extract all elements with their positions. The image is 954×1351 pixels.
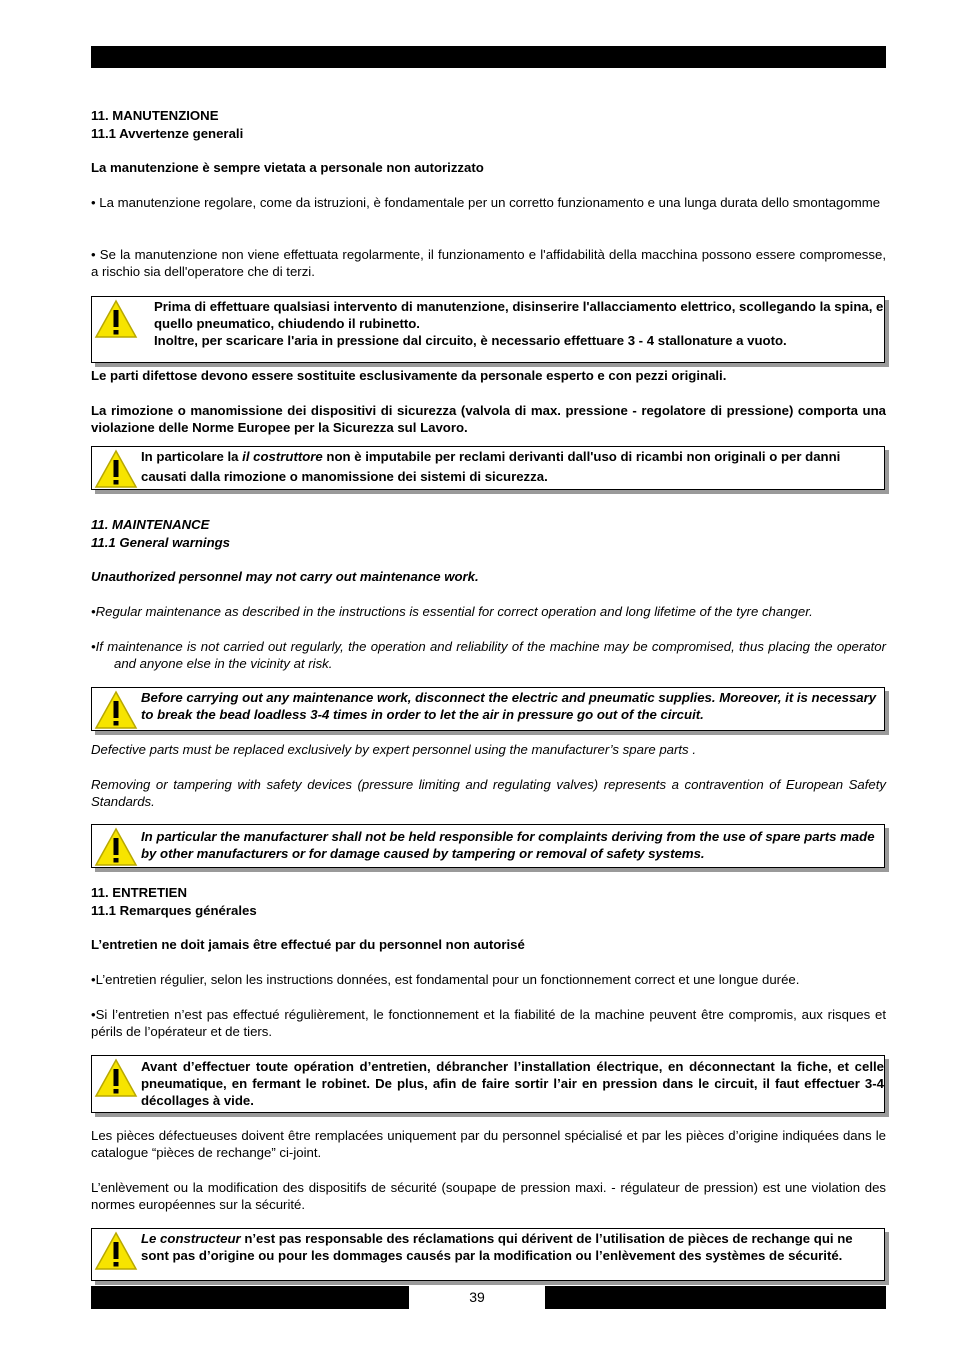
fr-warning-box-1 (91, 1055, 885, 1113)
fr-para-1: Les pièces défectueuses doivent être remplacées uniquement par du personnel spécialisé et par les pièces d’origine indiquées dans le catalogue “pièces de rechange” ci-joint. (91, 1128, 886, 1160)
warning-triangle-icon (94, 299, 138, 339)
en-warning-box-2 (91, 824, 885, 868)
en-warning-box-1 (91, 687, 885, 731)
warning-triangle-icon (94, 1231, 138, 1271)
fr-warning-box-2 (91, 1228, 885, 1281)
it-warning-box-1 (91, 296, 885, 363)
it-subheading: 11.1 Avvertenze generali (91, 126, 244, 141)
it-warning-text-2: In particolare la il costruttore non è imputabile per reclami derivanti dall'uso di ricambi non originali o per danni causati dalla rimozione o manomissione dei sistemi di sicurezza. (141, 449, 841, 484)
warning-triangle-icon (94, 690, 138, 730)
header-bar (91, 46, 886, 68)
footer-bar-left (91, 1286, 409, 1309)
it-para-1: Le parti difettose devono essere sostituite esclusivamente da personale esperto e con pezzi originali. (91, 368, 727, 383)
en-bullet-1: •Regular maintenance as described in the instructions is essential for correct operation and long lifetime of the tyre changer. (91, 604, 813, 619)
en-warning-text-1: Before carrying out any maintenance work, disconnect the electric and pneumatic supplies. Moreover, it is necessary to break the bead loadless 3-4 times in order to let the air in pressure go out of the circuit. (141, 690, 877, 722)
en-lead: Unauthorized personnel may not carry out maintenance work. (91, 569, 479, 584)
en-bullet-2: •If maintenance is not carried out regularly, the operation and reliability of the machine may be compromised, thus placing the operator and anyone else in the vicinity at risk. (91, 639, 886, 671)
warning-triangle-icon (94, 1058, 138, 1098)
fr-bullet-2: •Si l’entretien n’est pas effectué régulièrement, le fonctionnement et la fiabilité de la machine peuvent être compromis, aux risques et périls de l’opérateur et de tiers. (91, 1007, 886, 1039)
it-lead: La manutenzione è sempre vietata a personale non autorizzato (91, 160, 484, 175)
fr-heading: 11. ENTRETIEN (91, 885, 188, 900)
warning-triangle-icon (94, 449, 138, 489)
it-para-2: La rimozione o manomissione dei dispositivi di sicurezza (valvola di max. pressione - regolatore di pressione) comporta una violazione delle Norme Europee per la Sicurezza sul Lavoro. (91, 403, 886, 435)
fr-warning-text-2: Le constructeur n’est pas responsable des réclamations qui dérivent de l’utilisation de pièces de rechange qui ne sont pas d’origine ou pour les dommages causés par la modification ou l’enlèvement des systèmes de sécurité. (141, 1231, 853, 1263)
en-para-1: Defective parts must be replaced exclusively by expert personnel using the manufacturer’s spare parts . (91, 742, 696, 757)
warning-triangle-icon (94, 827, 138, 867)
fr-subheading: 11.1 Remarques générales (91, 903, 257, 918)
it-bullet-1: • La manutenzione regolare, come da istruzioni, è fondamentale per un corretto funzionamento e una lunga durata dello smontagomme (91, 195, 881, 210)
it-warning-text-1: Prima di effettuare qualsiasi intervento di manutenzione, disinserire l'allacciamento elettrico, scollegando la spina, e quello pneumatico, chiudendo il rubinetto. Inoltre, per scaricare l'aria in pressione dal circuito, è necessario effettuare 3 - 4 stallonature a vuoto. (154, 299, 884, 348)
en-heading: 11. MAINTENANCE (91, 517, 210, 532)
it-warning-box-2 (91, 446, 885, 490)
fr-bullet-1: •L’entretien régulier, selon les instructions données, est fondamental pour un fonctionnement correct et une longue durée. (91, 972, 800, 987)
fr-para-2: L’enlèvement ou la modification des dispositifs de sécurité (soupape de pression maxi. - régulateur de pression) est une violation des normes européennes sur la sécurité. (91, 1180, 886, 1212)
en-para-2: Removing or tampering with safety devices (pressure limiting and regulating valves) represents a contravention of European Safety Standards. (91, 777, 886, 809)
en-warning-text-2: In particular the manufacturer shall not be held responsible for complaints deriving from the use of spare parts made by other manufacturers or for damage caused by tampering or removal of safety systems. (141, 829, 875, 861)
it-heading: 11. MANUTENZIONE (91, 108, 219, 123)
fr-lead: L’entretien ne doit jamais être effectué par du personnel non autorisé (91, 937, 525, 952)
page-number: 39 (469, 1289, 485, 1305)
it-bullet-2: • Se la manutenzione non viene effettuata regolarmente, il funzionamento e l'affidabilità della macchina possono essere compromesse, a rischio sia dell'operatore che di terzi. (91, 247, 886, 279)
fr-warning-text-1: Avant d’effectuer toute opération d’entretien, débrancher l’installation électrique, en déconnectant la fiche, et celle pneumatique, en fermant le robinet. De plus, afin de faire sortir l’air en pression dans le circuit, il faut effectuer 3-4 décollages à vide. (141, 1059, 884, 1108)
en-subheading: 11.1 General warnings (91, 535, 231, 550)
footer-bar-right (545, 1286, 886, 1309)
